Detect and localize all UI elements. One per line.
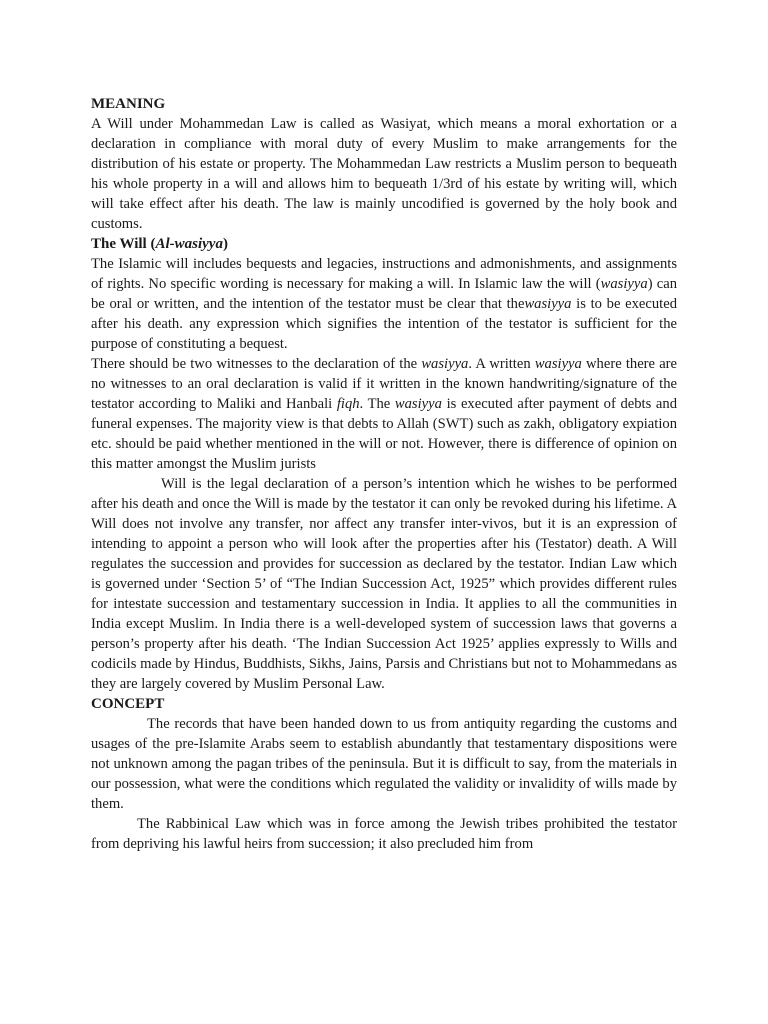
meaning-paragraph: A Will under Mohammedan Law is called as Wasiyat, which means a moral exhortation or a declaration in compliance with moral duty of every Muslim to make arrangements for the distribution of his estate or property. The Mohammedan Law restricts a Muslim person to bequeath his whole property in a will and allows him to bequeath 1/3rd of his estate by writing will, which will take effect after his death. The law is mainly uncodified is governed by the holy book and customs. — [91, 116, 677, 232]
italic-term: wasiyya — [394, 396, 442, 412]
text-run: ) can be oral or written, and the intention of the testator must be clear that the — [91, 276, 677, 312]
concept-paragraph-2: The Rabbinical Law which was in force among the Jewish tribes prohibited the testator from depriving his lawful heirs from succession; it also precluded him from — [91, 816, 677, 852]
italic-term: wasiyya — [421, 356, 469, 372]
italic-term: wasiyya — [534, 356, 582, 372]
text-run: There should be two witnesses to the declaration of the — [91, 356, 422, 372]
italic-term: wasiyya — [524, 296, 572, 312]
will-paragraph-2 — [91, 354, 677, 474]
text-run: is executed after payment of debts and funeral expenses. The majority view is that debts to Allah (SWT) such as zakh, obligatory expiation etc. should be paid whether mentioned in the will or not. However, there is difference of opinion on this matter amongst the Muslim jurists — [91, 396, 677, 472]
concept-heading: CONCEPT — [91, 696, 165, 712]
will-heading-suffix: ) — [222, 236, 228, 252]
text-run: where there are no witnesses to an oral declaration is valid if it written in the known handwriting/signature of the testator according to Maliki and Hanbali — [91, 356, 678, 412]
will-heading-italic: Al-wasiyya — [155, 236, 223, 252]
will-heading — [91, 234, 677, 254]
will-heading-prefix: The Will ( — [91, 236, 156, 252]
document-body — [91, 94, 677, 854]
meaning-heading: MEANING — [91, 96, 166, 112]
concept-paragraph-1: The records that have been handed down to us from antiquity regarding the customs and usages of the pre-Islamite Arabs seem to establish abundantly that testamentary dispositions were not unknown among the pagan tribes of the peninsula. But it is difficult to say, from the materials in our possession, what were the conditions which regulated the validity or invalidity of wills made by them. — [91, 716, 677, 812]
text-run: is to be executed after his death. any expression which signifies the intention of the testator is sufficient for the purpose of constituting a bequest. — [91, 296, 678, 352]
will-paragraph-1 — [91, 254, 677, 354]
text-run: The Islamic will includes bequests and legacies, instructions and admonishments, and assignments of rights. No specific wording is necessary for making a will. In Islamic law the will ( — [91, 256, 677, 292]
will-paragraph-3: Will is the legal declaration of a person’s intention which he wishes to be performed after his death and once the Will is made by the testator it can only be revoked during his lifetime. A Will does not involve any transfer, nor affect any transfer inter-vivos, but it is an expression of intending to appoint a person who will look after the properties after his (Testator) death. A Will regulates the succession and provides for succession as declared by the testator. Indian Law which is governed under ‘Section 5’ of “The Indian Succession Act, 1925” which provides different rules for intestate succession and testamentary succession in India. It applies to all the communities in India except Muslim. In India there is a well-developed system of succession laws that governs a person’s property after his death. ‘The Indian Succession Act 1925’ applies expressly to Wills and codicils made by Hindus, Buddhists, Sikhs, Jains, Parsis and Christians but not to Mohammedans as they are largely covered by Muslim Personal Law. — [91, 476, 677, 692]
italic-term: fiqh — [336, 396, 360, 412]
text-run: . A written — [468, 356, 535, 372]
text-run: . The — [359, 396, 395, 412]
italic-term: wasiyya — [600, 276, 648, 292]
